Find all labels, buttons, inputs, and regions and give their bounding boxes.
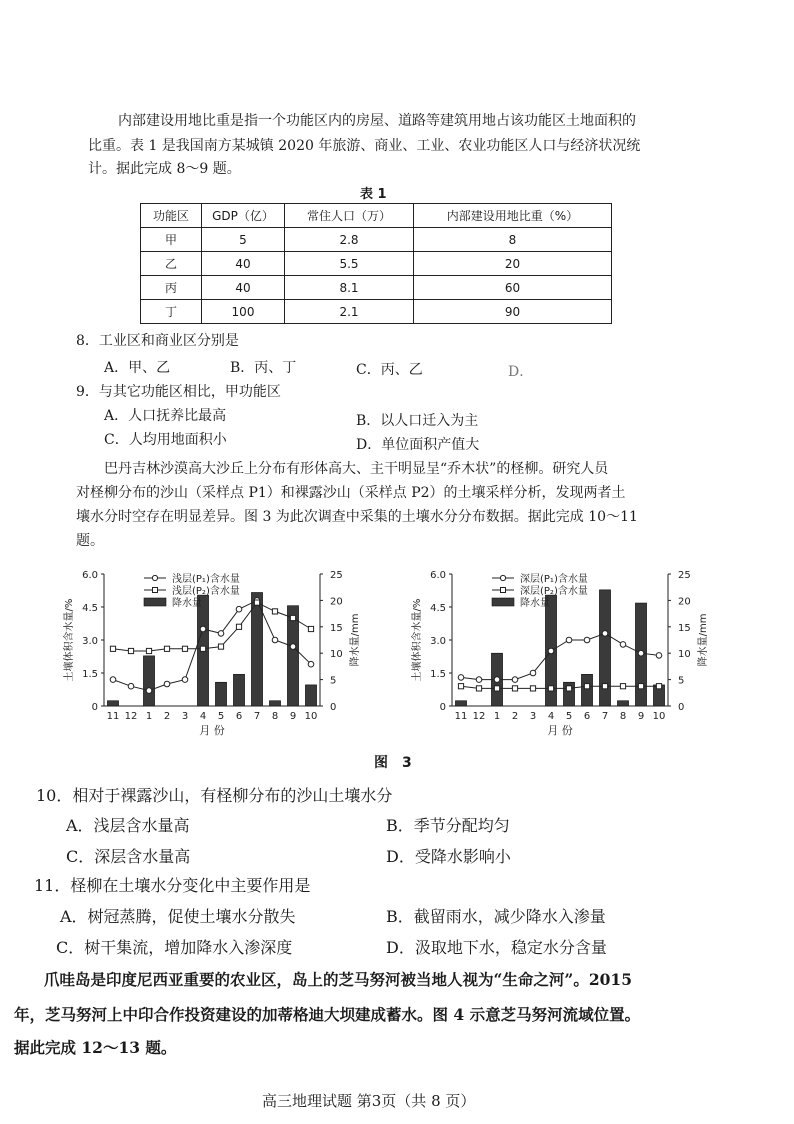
y-tick-label: 6.0 (82, 570, 98, 581)
x-tick-label: 12 (124, 711, 138, 722)
x-tick-label: 3 (181, 711, 189, 722)
moisture-point (182, 646, 187, 651)
q9-stem: 9．与其它功能区相比，甲功能区 (76, 384, 281, 400)
table-cell: 8 (414, 228, 612, 252)
q9-option-c: C．人均用地面积小 (104, 432, 227, 448)
moisture-point (512, 677, 518, 683)
x-tick-label: 3 (529, 711, 537, 722)
legend-swatch (492, 598, 514, 606)
table-row (141, 252, 612, 276)
figure3-left-chart-container (52, 560, 392, 749)
x-tick-label: 8 (271, 711, 279, 722)
q10-option-b: B．季节分配均匀 (386, 816, 510, 835)
intro1-line-3: 计。据此完成 8～9 题。 (88, 161, 241, 177)
y2-tick-label: 15 (330, 622, 343, 634)
moisture-point (200, 626, 206, 632)
x-tick-label: 6 (235, 711, 243, 722)
x-tick-label: 1 (493, 711, 501, 722)
table-header-row (141, 204, 612, 228)
y-tick-label: 1.5 (82, 669, 98, 680)
q10-option-c: C．深层含水量高 (66, 847, 191, 866)
moisture-point (290, 615, 295, 620)
table1 (140, 203, 612, 324)
precipitation-bar (143, 656, 154, 706)
y2-tick-label: 5 (678, 675, 685, 687)
moisture-point (182, 677, 188, 683)
table-cell: 2.8 (285, 228, 414, 252)
x-tick-label: 1 (145, 711, 153, 722)
table-header-cell: 常住人口（万） (285, 204, 414, 228)
legend-marker (152, 575, 157, 580)
moisture-point (128, 683, 134, 689)
intro2-line-3: 壤水分时空存在明显差异。图 3 为此次调查中采集的土壤水分分布数据。据此完成 10～11 (76, 509, 638, 525)
moisture-point (236, 606, 242, 612)
moisture-point (512, 686, 517, 691)
moisture-point (566, 637, 572, 643)
moisture-point (494, 686, 499, 691)
moisture-point (530, 670, 536, 676)
moisture-point (128, 648, 133, 653)
moisture-point (584, 637, 590, 643)
moisture-point (548, 686, 553, 691)
legend-label: 浅层(P₁)含水量 (172, 574, 240, 585)
moisture-point (476, 686, 481, 691)
moisture-point (458, 684, 463, 689)
table-row (141, 300, 612, 324)
table-cell: 丙 (141, 276, 202, 300)
x-tick-label: 7 (601, 711, 609, 722)
y-tick-label: 0 (439, 702, 446, 713)
q11-stem: 11．柽柳在土壤水分变化中主要作用是 (34, 876, 311, 895)
moisture-point (200, 646, 205, 651)
moisture-point (290, 644, 296, 650)
moisture-point (146, 688, 152, 694)
q9-option-a: A．人口抚养比最高 (104, 408, 227, 424)
legend-label: 降水量 (520, 598, 550, 609)
y2-tick-label: 10 (330, 649, 343, 661)
y2-tick-label: 15 (678, 622, 691, 634)
y2-tick-label: 0 (678, 702, 685, 713)
table-header-cell: 内部建设用地比重（%） (414, 204, 612, 228)
moisture-point (566, 686, 571, 691)
moisture-point (110, 677, 116, 683)
x-tick-label: 4 (199, 711, 207, 722)
y2-tick-label: 20 (678, 596, 691, 608)
x-tick-label: 6 (583, 711, 591, 722)
y-axis-label: 土壤体积含水量/% (64, 598, 75, 682)
legend-label: 深层(P₂)含水量 (520, 586, 588, 597)
table-row (141, 276, 612, 300)
moisture-point (164, 681, 170, 687)
moisture-point (494, 677, 500, 683)
y2-tick-label: 20 (330, 596, 343, 608)
moisture-point (584, 684, 589, 689)
moisture-point (218, 631, 224, 637)
intro3-line-2: 年，芝马努河上中印合作投资建设的加蒂格迪大坝建成蓄水。图 4 示意芝马努河流域位置。 (14, 1005, 641, 1024)
table-cell: 100 (202, 300, 285, 324)
precipitation-bar (107, 701, 118, 706)
moisture-point (656, 653, 662, 659)
moisture-point (620, 684, 625, 689)
moisture-point (308, 661, 314, 667)
moisture-point (458, 675, 464, 681)
q8-option-b: B．丙、丁 (230, 360, 297, 376)
moisture-series-line (461, 633, 659, 679)
x-tick-label: 2 (511, 711, 519, 722)
x-tick-label: 11 (106, 711, 120, 722)
table-header-cell: GDP（亿） (202, 204, 285, 228)
x-tick-label: 5 (217, 711, 225, 722)
y2-tick-label: 10 (678, 649, 691, 661)
y-tick-label: 4.5 (430, 603, 446, 614)
y2-tick-label: 0 (330, 702, 337, 713)
y2-tick-label: 5 (330, 675, 337, 687)
table-cell: 甲 (141, 228, 202, 252)
legend-marker (153, 588, 158, 593)
precipitation-bar (305, 685, 316, 706)
moisture-point (656, 684, 661, 689)
moisture-point (548, 648, 554, 654)
y-axis-label: 土壤体积含水量/% (412, 598, 423, 682)
moisture-point (602, 684, 607, 689)
x-tick-label: 4 (547, 711, 555, 722)
q11-option-c: C．树干集流，增加降水入渗深度 (56, 938, 293, 957)
moisture-point (272, 609, 277, 614)
y2-tick-label: 25 (678, 570, 691, 581)
figure3-right-chart-container (400, 560, 740, 749)
intro1-line-2: 比重。表 1 是我国南方某城镇 2020 年旅游、商业、工业、农业功能区人口与经济状况统 (88, 138, 641, 154)
y-tick-label: 6.0 (430, 570, 446, 581)
q10-stem: 10．相对于裸露沙山，有柽柳分布的沙山土壤水分 (36, 786, 393, 805)
moisture-point (236, 624, 241, 629)
legend-label: 深层(P₁)含水量 (520, 574, 588, 585)
y2-axis-label: 降水量/mm (350, 613, 361, 667)
table-cell: 5 (202, 228, 285, 252)
legend-swatch (144, 598, 166, 606)
table-cell: 丁 (141, 300, 202, 324)
x-tick-label: 7 (253, 711, 261, 722)
page-footer: 高三地理试题 第3页（共 8 页） (262, 1092, 476, 1110)
y-tick-label: 3.0 (82, 636, 98, 647)
moisture-point (272, 637, 278, 643)
legend-marker (500, 575, 505, 580)
precipitation-bar (215, 682, 226, 706)
moisture-point (620, 642, 626, 648)
precipitation-bar (233, 674, 244, 706)
legend-marker (501, 588, 506, 593)
q8-option-c: C．丙、乙 (356, 362, 423, 378)
y-tick-label: 3.0 (430, 636, 446, 647)
y-tick-label: 4.5 (82, 603, 98, 614)
q10-option-a: A．浅层含水量高 (66, 816, 190, 835)
q8-option-d: D． (508, 364, 534, 380)
moisture-series-line (461, 686, 659, 688)
q8-stem: 8．工业区和商业区分别是 (76, 333, 239, 349)
precipitation-bar (617, 701, 628, 706)
y-tick-label: 0 (91, 702, 98, 713)
intro2-line-2: 对柽柳分布的沙山（采样点 P1）和裸露沙山（采样点 P2）的土壤采样分析，发现两者土 (76, 485, 626, 501)
q11-option-a: A．树冠蒸腾，促使土壤水分散失 (60, 907, 296, 926)
moisture-point (638, 684, 643, 689)
intro2-line-4: 题。 (76, 533, 104, 549)
q9-option-b: B．以人口迁入为主 (356, 413, 479, 429)
moisture-point (530, 686, 535, 691)
q8-option-a: A．甲、乙 (104, 360, 171, 376)
precipitation-bar (581, 674, 592, 706)
x-tick-label: 9 (289, 711, 297, 722)
table-cell: 60 (414, 276, 612, 300)
x-tick-label: 10 (304, 711, 318, 722)
x-tick-label: 2 (163, 711, 171, 722)
moisture-point (476, 677, 482, 683)
q10-option-d: D．受降水影响小 (386, 847, 511, 866)
table-header-cell: 功能区 (141, 204, 202, 228)
precipitation-bar (269, 701, 280, 706)
table-cell: 40 (202, 252, 285, 276)
y2-tick-label: 25 (330, 570, 343, 581)
table-cell: 40 (202, 276, 285, 300)
x-tick-label: 11 (454, 711, 468, 722)
x-tick-label: 10 (652, 711, 666, 722)
q9-option-d: D．单位面积产值大 (356, 437, 480, 453)
table-cell: 90 (414, 300, 612, 324)
moisture-point (164, 646, 169, 651)
moisture-point (308, 626, 313, 631)
moisture-point (602, 631, 608, 637)
x-tick-label: 9 (637, 711, 645, 722)
figure3-caption: 图 3 (374, 755, 412, 771)
x-axis-label: 月 份 (199, 724, 225, 737)
moisture-point (110, 646, 115, 651)
intro1-line-1: 内部建设用地比重是指一个功能区内的房屋、道路等建筑用地占该功能区土地面积的 (118, 113, 636, 129)
table-cell: 2.1 (285, 300, 414, 324)
q11-option-d: D．汲取地下水，稳定水分含量 (386, 938, 607, 957)
legend-label: 浅层(P₂)含水量 (172, 586, 240, 597)
moisture-point (146, 648, 151, 653)
table-cell: 20 (414, 252, 612, 276)
y2-axis-label: 降水量/mm (698, 613, 709, 667)
x-tick-label: 8 (619, 711, 627, 722)
x-tick-label: 12 (472, 711, 486, 722)
shallow-moisture-chart (52, 560, 392, 745)
y-tick-label: 1.5 (430, 669, 446, 680)
table-cell: 8.1 (285, 276, 414, 300)
table-cell: 乙 (141, 252, 202, 276)
table-cell: 5.5 (285, 252, 414, 276)
moisture-point (254, 600, 259, 605)
q11-option-b: B．截留雨水，减少降水入渗量 (386, 907, 606, 926)
precipitation-bar (455, 701, 466, 706)
legend-label: 降水量 (172, 598, 202, 609)
x-tick-label: 5 (565, 711, 573, 722)
moisture-point (638, 650, 644, 656)
x-axis-label: 月 份 (547, 724, 573, 737)
deep-moisture-chart (400, 560, 740, 745)
intro2-line-1: 巴丹吉林沙漠高大沙丘上分布有形体高大、主干明显呈“乔木状”的柽柳。研究人员 (104, 461, 609, 477)
moisture-point (218, 644, 223, 649)
moisture-series-line (113, 603, 311, 651)
intro3-line-3: 据此完成 12～13 题。 (14, 1038, 177, 1057)
table-row (141, 228, 612, 252)
intro3-line-1: 爪哇岛是印度尼西亚重要的农业区，岛上的芝马努河被当地人视为“生命之河”。2015 (44, 970, 632, 989)
table1-title: 表 1 (360, 187, 387, 202)
